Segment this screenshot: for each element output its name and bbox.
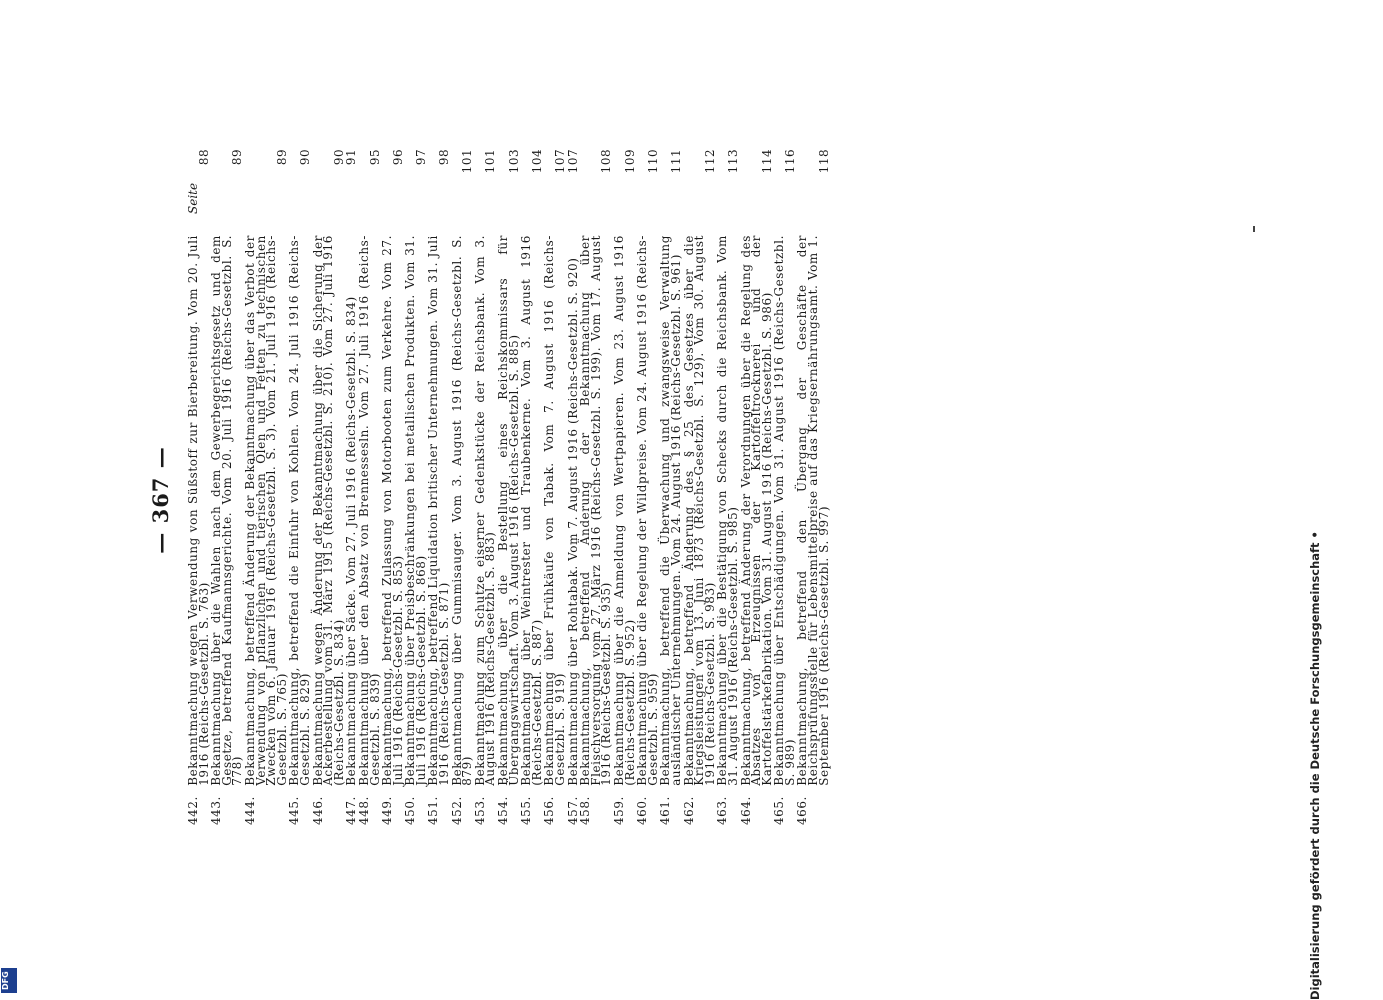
- entry-page-reference: 89: [230, 148, 245, 166]
- entry-page-reference: 101: [460, 148, 475, 174]
- entry-title: Bekanntmachung über den Absatz von Brennessesln. Vom 27. Juli 1916 (Reichs-Gesetzbl. S. 839): [356, 235, 382, 786]
- entry-number: 451.: [426, 796, 441, 825]
- entry-page-reference: 104: [529, 148, 544, 174]
- entry-number: 462.: [681, 796, 696, 825]
- entry-page-reference: 90: [331, 148, 346, 166]
- list-item: [382, 149, 403, 825]
- entry-title: Bekanntmachung wegen Verwendung von Süßstoff zur Bierbereitung. Vom 20. Juli 1916 (Reichs-Gesetzbl. S. 763): [186, 235, 211, 786]
- entry-title: Bekanntmachung, betreffend Änderung des § 25 des Gesetzes über die Kriegsleistungen vom 13. Juni 1873 (Reichs-Gesetzbl. S. 129). Vom 30. August 1916 (Reichs-Gesetzbl. S. 983): [681, 235, 717, 786]
- entry-page-reference: 88: [196, 148, 211, 166]
- list-item: [521, 149, 542, 825]
- entry-page-reference: 109: [622, 148, 637, 174]
- list-item: [774, 149, 795, 825]
- list-item: [580, 149, 612, 825]
- list-item: [426, 148, 452, 825]
- entry-title: Bekanntmachung, betreffend Liquidation britischer Unternehmungen. Vom 31. Juli 1916 (Reichs-Gesetzbl. S. 871): [426, 235, 452, 786]
- entry-title: Bekanntmachung wegen Änderung der Bekanntmachung über die Sicherung der Ackerbestellung vom 31. März 1915 (Reichs-Gesetzbl. S. 210). Vom 27. Juli 1916 (Reichs-Gesetzbl. S. 834): [310, 235, 346, 786]
- entry-page-reference: 113: [725, 148, 740, 174]
- entry-number: 453.: [472, 796, 487, 825]
- entry-number: 455.: [519, 796, 534, 825]
- entry-title: Bekanntmachung, betreffend die Überwachung und zwangsweise Verwaltung ausländischer Unternehmungen. Vom 24. August 1916 (Reichs-Gesetzbl. S. 961): [658, 235, 683, 786]
- entry-number: 447.: [344, 796, 359, 825]
- list-item: [310, 148, 346, 825]
- entry-number: 457.: [565, 796, 580, 825]
- list-item: [681, 148, 717, 825]
- entry-title: Bekanntmachung über Frühkäufe von Tabak. Vom 7. August 1916 (Reichs-Gesetzbl. S. 919): [542, 235, 567, 786]
- list-item: [242, 148, 289, 825]
- entry-page-reference: 90: [297, 148, 312, 166]
- list-item: [405, 149, 426, 825]
- entry-title: Bekanntmachung über die Bestätigung von Schecks durch die Reichsbank. Vom 31. August 1916 (Reichs-Gesetzbl. S. 985): [715, 235, 740, 786]
- entry-number: 465.: [772, 796, 787, 825]
- entry-number: 458.: [578, 796, 593, 825]
- entry-page-reference: 97: [413, 148, 428, 166]
- list-item: [565, 148, 580, 825]
- entry-title: Bekanntmachung über Entschädigungen. Vom 31. August 1916 (Reichs-Gesetzbl. S. 989): [772, 235, 797, 786]
- list-item: [738, 148, 774, 825]
- entry-number: 446.: [310, 796, 325, 825]
- entry-number: 449.: [380, 796, 395, 825]
- entry-number: 445.: [287, 796, 302, 825]
- entry-title: Bekanntmachung zum Schutze eiserner Gedenkstücke der Reichsbank. Vom 3. August 1916 (Reichs-Gesetzbl. S. 883): [472, 235, 498, 786]
- entry-number: 442.: [186, 796, 200, 825]
- list-item: [211, 149, 243, 825]
- page-number: — 367 —: [148, 446, 173, 554]
- column-header-seite: Seite: [186, 182, 200, 214]
- list-item: [544, 149, 565, 825]
- entry-title: Bekanntmachung über Weintrester und Traubenkerne. Vom 3. August 1916 (Reichs-Gesetzbl. S. 887): [519, 235, 544, 786]
- entry-list: [188, 135, 831, 825]
- entry-page-reference: 103: [506, 148, 521, 174]
- footer-credit-text: Digitalisierung gefördert durch die Deutsche Forschungsgemeinschaft •: [1308, 531, 1322, 1000]
- list-item: [449, 148, 475, 825]
- entry-page-reference: 98: [437, 148, 452, 166]
- entry-page-reference: 107: [553, 148, 567, 174]
- entry-page-reference: 112: [702, 148, 717, 174]
- entry-number: 450.: [403, 796, 418, 825]
- entry-number: 452.: [449, 796, 464, 825]
- entry-page-reference: 108: [599, 148, 614, 174]
- entry-page-reference: 101: [483, 148, 498, 174]
- entry-title: Bekanntmachung über Rohtabak. Vom 7. August 1916 (Reichs-Gesetzbl. S. 920): [565, 257, 580, 786]
- dfg-logo-icon: DFG: [1, 968, 17, 993]
- entry-number: 459.: [611, 796, 626, 825]
- list-item: [289, 149, 310, 825]
- entry-number: 454.: [496, 796, 511, 825]
- entry-title: Bekanntmachung über die Anmeldung von Wertpapieren. Vom 23. August 1916 (Reichs-Gesetzbl. S. 952): [611, 235, 637, 786]
- digitization-credit: [1308, 0, 1322, 1000]
- entry-number: 464.: [738, 796, 753, 825]
- entry-page-reference: 107: [565, 148, 580, 174]
- list-item: [498, 149, 519, 825]
- entry-page-reference: 96: [390, 148, 405, 166]
- entry-number: 443.: [209, 796, 224, 825]
- list-item: [472, 148, 498, 825]
- mark: [1253, 226, 1255, 232]
- entry-page-reference: 110: [645, 148, 660, 174]
- entry-title: Bekanntmachung, betreffend Änderung der Verordnungen über die Regelung des Absatzes von Erzeugnissen der Kartoffeltrocknerei und der Kartoffelstärkefabrikation. Vom 31. August 1916 (Reichs-Gesetzbl. S. 986): [738, 235, 774, 786]
- list-item: [717, 149, 738, 825]
- entry-page-reference: 95: [367, 148, 382, 166]
- entry-title: Bekanntmachung über Säcke. Vom 27. Juli 1916 (Reichs-Gesetzbl. S. 834): [344, 296, 359, 786]
- entry-title: Bekanntmachung, betreffend Änderung der Bekanntmachung über das Verbot der Verwendung von pflanzlichen und tierischen Ölen und Fetten zu technischen Zwecken vom 6. Januar 1916 (Reichs-Gesetzbl. S. 3). Vom 21. Juli 1916 (Reichs-Gesetzbl. S. 765): [242, 235, 289, 786]
- entry-number: 456.: [542, 796, 557, 825]
- entry-page-reference: 111: [668, 148, 683, 174]
- entry-page-reference: 116: [782, 148, 797, 174]
- entry-page-reference: 114: [759, 148, 774, 174]
- entry-title: Bekanntmachung über Preisbeschränkungen bei metallischen Produkten. Vom 31. Juli 1916 (Reichs-Gesetzbl. S. 868): [403, 235, 428, 786]
- entry-title: Bekanntmachung über die Bestellung eines Reichskommissars für Übergangswirtschaft. Vom 3. August 1916 (Reichs-Gesetzbl. S. 885): [496, 235, 521, 786]
- list-item: [637, 149, 658, 825]
- entry-page-reference: 91: [344, 148, 359, 166]
- entry-page-reference: 118: [816, 148, 831, 174]
- list-item: [346, 149, 357, 825]
- entry-number: 460.: [635, 796, 650, 825]
- entry-title: Bekanntmachung, betreffend den Übergang der Geschäfte der Reichsprüfungsstelle für Lebensmittelpreise auf das Kriegsernährungsamt. Vom 1. September 1916 (Reichs-Gesetzbl. S. 997): [795, 235, 831, 786]
- entry-title: Bekanntmachung über Gummisauger. Vom 3. August 1916 (Reichs-Gesetzbl. S. 879): [449, 235, 475, 786]
- entry-title: Bekanntmachung, betreffend Änderung der Bekanntmachung über Fleischversorgung vom 27. März 1916 (Reichs-Gesetzbl. S. 199). Vom 17. August 1916 (Reichs-Gesetzbl. S. 935): [578, 235, 614, 786]
- list-item: [797, 149, 829, 825]
- list-item: [356, 148, 382, 825]
- entry-number: 461.: [658, 796, 673, 825]
- entry-number: 466.: [795, 796, 810, 825]
- entry-title: Bekanntmachung, betreffend die Einfuhr von Kohlen. Vom 24. Juli 1916 (Reichs-Gesetzbl. S. 829): [287, 235, 312, 786]
- entry-page-reference: 89: [274, 148, 289, 166]
- entry-number: 444.: [242, 796, 257, 825]
- list-item: [611, 148, 637, 825]
- entry-title: Bekanntmachung, betreffend Zulassung von Motorbooten zum Verkehre. Vom 27. Juli 1916 (Reichs-Gesetzbl. S. 853): [380, 235, 405, 786]
- entry-title: Bekanntmachung über die Regelung der Wildpreise. Vom 24. August 1916 (Reichs-Gesetzbl. S. 959): [635, 235, 660, 786]
- entry-title: Bekanntmachung über die Wahlen nach dem Gewerbegerichtsgesetz und dem Gesetze, betreffend Kaufmannsgerichte. Vom 20. Juli 1916 (Reichs-Gesetzbl. S. 778): [209, 235, 245, 786]
- list-item: [660, 149, 681, 825]
- entry-number: 448.: [356, 796, 371, 825]
- entry-number: 463.: [715, 796, 730, 825]
- list-item: [188, 149, 209, 825]
